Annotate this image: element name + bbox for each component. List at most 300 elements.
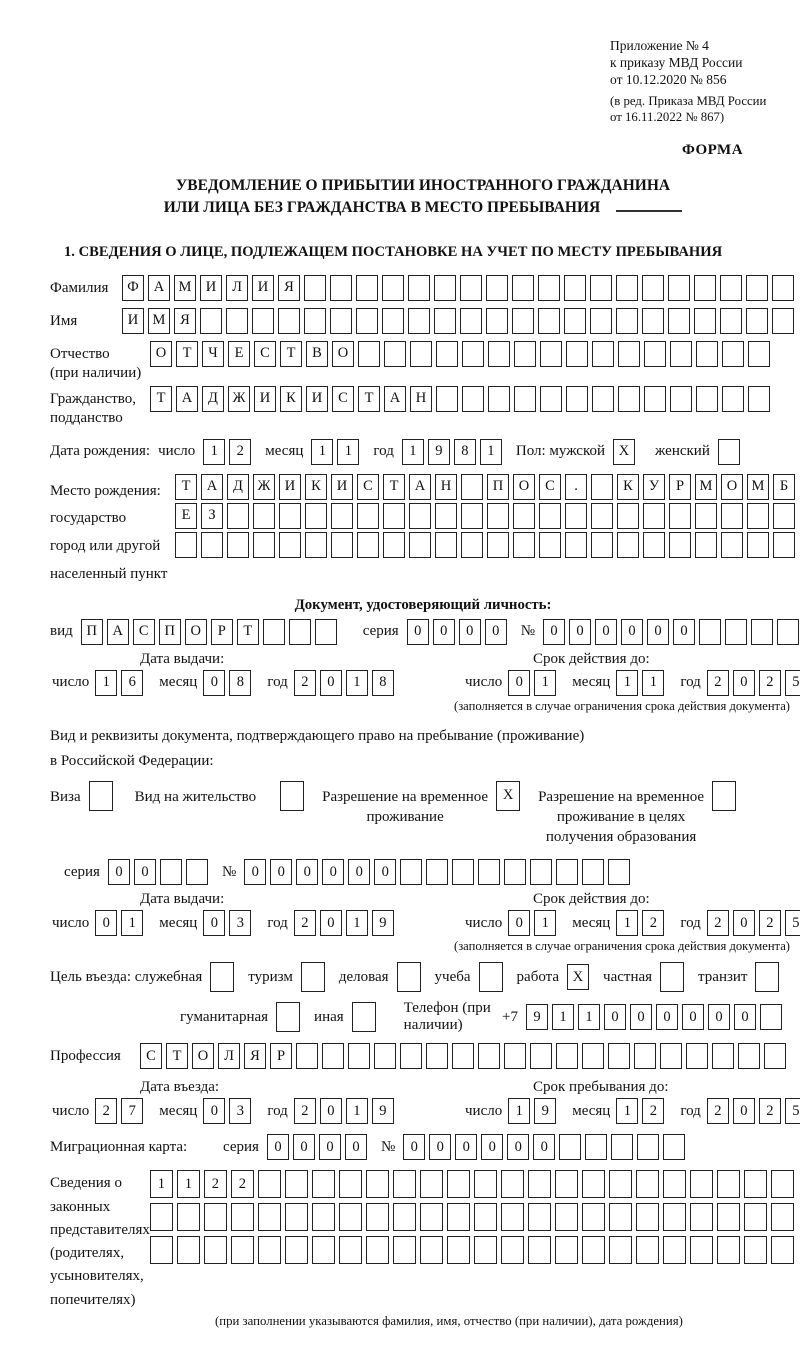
residence-number-cell[interactable] (452, 859, 474, 885)
representative-cell[interactable] (528, 1203, 551, 1231)
residence-issue-year-cell[interactable]: 9 (372, 910, 394, 936)
patronymic-cell[interactable] (566, 341, 588, 367)
birth-place-cell[interactable] (565, 532, 587, 558)
citizenship-cell[interactable]: Ж (228, 386, 250, 412)
patronymic-cell[interactable] (748, 341, 770, 367)
citizenship-cell[interactable]: А (176, 386, 198, 412)
phone-cell[interactable]: 9 (526, 1004, 548, 1030)
birth-day-cell[interactable]: 2 (229, 439, 251, 465)
birth-place-cell[interactable] (305, 532, 327, 558)
birth-place-cell[interactable] (539, 532, 561, 558)
birth-place-cell[interactable]: А (201, 474, 223, 500)
representative-cell[interactable] (474, 1236, 497, 1264)
patronymic-cell[interactable]: О (332, 341, 354, 367)
birth-place-cell[interactable] (409, 503, 431, 529)
birth-place-cell[interactable] (357, 532, 379, 558)
stay-day-cell[interactable]: 1 (508, 1098, 530, 1124)
representative-cell[interactable] (150, 1236, 173, 1264)
surname-cell[interactable] (382, 275, 404, 301)
patronymic-cell[interactable] (592, 341, 614, 367)
purpose-humanitarian-checkbox-cell[interactable] (276, 1002, 300, 1032)
doc-kind-cell[interactable]: О (185, 619, 207, 645)
representative-cell[interactable] (339, 1203, 362, 1231)
patronymic-cell[interactable] (670, 341, 692, 367)
doc-kind-cell[interactable]: Р (211, 619, 233, 645)
stay-day-cell[interactable]: 9 (534, 1098, 556, 1124)
doc-kind-cell[interactable]: С (133, 619, 155, 645)
birth-year-cell[interactable]: 8 (454, 439, 476, 465)
representative-cell[interactable] (420, 1203, 443, 1231)
doc-number-cell[interactable] (725, 619, 747, 645)
migration-series-cell[interactable]: 0 (267, 1134, 289, 1160)
representative-cell[interactable] (393, 1236, 416, 1264)
representative-cell[interactable] (528, 1236, 551, 1264)
representative-cell[interactable] (663, 1236, 686, 1264)
citizenship-cell[interactable]: А (384, 386, 406, 412)
patronymic-cell[interactable] (410, 341, 432, 367)
representative-cell[interactable] (636, 1203, 659, 1231)
representative-cell[interactable] (609, 1203, 632, 1231)
citizenship-cell[interactable]: И (306, 386, 328, 412)
representative-cell[interactable] (690, 1170, 713, 1198)
migration-number-cell[interactable] (637, 1134, 659, 1160)
birth-place-cell[interactable] (669, 532, 691, 558)
doc-number-cell[interactable]: 0 (595, 619, 617, 645)
valid-year-cell[interactable]: 0 (733, 670, 755, 696)
patronymic-cell[interactable]: Ч (202, 341, 224, 367)
phone-cell[interactable]: 0 (734, 1004, 756, 1030)
phone-cell[interactable]: 0 (656, 1004, 678, 1030)
issue-month-cell[interactable]: 0 (203, 670, 225, 696)
doc-kind-cell[interactable]: П (159, 619, 181, 645)
birth-place-cell[interactable] (617, 532, 639, 558)
representative-cell[interactable] (231, 1236, 254, 1264)
birth-place-cell[interactable] (331, 532, 353, 558)
representative-cell[interactable] (690, 1203, 713, 1231)
birth-place-cell[interactable] (721, 503, 743, 529)
representative-cell[interactable] (528, 1170, 551, 1198)
patronymic-cell[interactable] (462, 341, 484, 367)
profession-cell[interactable] (374, 1043, 396, 1069)
migration-series-cell[interactable]: 0 (319, 1134, 341, 1160)
birth-year-cell[interactable]: 1 (480, 439, 502, 465)
representative-cell[interactable] (258, 1236, 281, 1264)
birth-place-cell[interactable]: И (331, 474, 353, 500)
given-name-cell[interactable] (694, 308, 716, 334)
residence-issue-year-cell[interactable]: 1 (346, 910, 368, 936)
representative-cell[interactable] (420, 1170, 443, 1198)
given-name-cell[interactable] (746, 308, 768, 334)
surname-cell[interactable]: Я (278, 275, 300, 301)
migration-number-cell[interactable] (663, 1134, 685, 1160)
migration-number-cell[interactable] (585, 1134, 607, 1160)
purpose-other-checkbox-cell[interactable] (352, 1002, 376, 1032)
residence-valid-month-cell[interactable]: 2 (642, 910, 664, 936)
citizenship-cell[interactable] (696, 386, 718, 412)
birth-place-cell[interactable]: А (409, 474, 431, 500)
patronymic-cell[interactable]: С (254, 341, 276, 367)
residence-valid-year-cell[interactable]: 0 (733, 910, 755, 936)
birth-place-cell[interactable] (461, 474, 483, 500)
birth-month-cell[interactable]: 1 (311, 439, 333, 465)
given-name-cell[interactable] (720, 308, 742, 334)
surname-cell[interactable] (564, 275, 586, 301)
surname-cell[interactable] (746, 275, 768, 301)
residence-number-cell[interactable]: 0 (244, 859, 266, 885)
entry-month-cell[interactable]: 3 (229, 1098, 251, 1124)
purpose-transit-checkbox-cell[interactable] (755, 962, 779, 992)
profession-cell[interactable] (426, 1043, 448, 1069)
entry-month-cell[interactable]: 0 (203, 1098, 225, 1124)
representative-cell[interactable] (285, 1236, 308, 1264)
representative-cell[interactable] (420, 1236, 443, 1264)
representative-cell[interactable] (501, 1170, 524, 1198)
surname-cell[interactable] (694, 275, 716, 301)
citizenship-cell[interactable] (462, 386, 484, 412)
patronymic-cell[interactable] (696, 341, 718, 367)
residence-valid-year-cell[interactable]: 2 (759, 910, 781, 936)
representative-cell[interactable] (204, 1236, 227, 1264)
representative-cell[interactable] (501, 1236, 524, 1264)
birth-place-cell[interactable]: . (565, 474, 587, 500)
given-name-cell[interactable] (486, 308, 508, 334)
profession-cell[interactable] (504, 1043, 526, 1069)
phone-cell[interactable]: 0 (604, 1004, 626, 1030)
surname-cell[interactable] (434, 275, 456, 301)
doc-kind-cell[interactable] (289, 619, 311, 645)
representative-cell[interactable] (771, 1203, 794, 1231)
birth-place-cell[interactable]: С (357, 474, 379, 500)
profession-cell[interactable] (348, 1043, 370, 1069)
birth-place-cell[interactable] (487, 532, 509, 558)
birth-place-cell[interactable]: У (643, 474, 665, 500)
patronymic-cell[interactable]: О (150, 341, 172, 367)
residence-number-cell[interactable]: 0 (322, 859, 344, 885)
birth-place-cell[interactable] (773, 532, 795, 558)
representative-cell[interactable] (447, 1203, 470, 1231)
residence-number-cell[interactable] (582, 859, 604, 885)
representative-cell[interactable] (204, 1203, 227, 1231)
birth-place-cell[interactable] (513, 532, 535, 558)
residence-number-cell[interactable]: 0 (374, 859, 396, 885)
patronymic-cell[interactable] (644, 341, 666, 367)
birth-place-cell[interactable] (305, 503, 327, 529)
profession-cell[interactable]: Р (270, 1043, 292, 1069)
residence-number-cell[interactable] (426, 859, 448, 885)
representative-cell[interactable] (771, 1170, 794, 1198)
profession-cell[interactable]: С (140, 1043, 162, 1069)
birth-place-cell[interactable] (461, 532, 483, 558)
birth-place-cell[interactable] (721, 532, 743, 558)
citizenship-cell[interactable] (488, 386, 510, 412)
citizenship-cell[interactable] (748, 386, 770, 412)
migration-number-cell[interactable]: 0 (429, 1134, 451, 1160)
representative-cell[interactable] (771, 1236, 794, 1264)
patronymic-cell[interactable] (436, 341, 458, 367)
birth-place-cell[interactable]: П (487, 474, 509, 500)
stay-month-cell[interactable]: 2 (642, 1098, 664, 1124)
residence-valid-day-cell[interactable]: 0 (508, 910, 530, 936)
residence-issue-month-cell[interactable]: 3 (229, 910, 251, 936)
representative-cell[interactable] (609, 1236, 632, 1264)
citizenship-cell[interactable] (540, 386, 562, 412)
residence-number-cell[interactable] (400, 859, 422, 885)
doc-series-cell[interactable]: 0 (407, 619, 429, 645)
migration-number-cell[interactable]: 0 (507, 1134, 529, 1160)
migration-number-cell[interactable]: 0 (403, 1134, 425, 1160)
representative-cell[interactable] (285, 1203, 308, 1231)
surname-cell[interactable]: И (200, 275, 222, 301)
citizenship-cell[interactable]: С (332, 386, 354, 412)
valid-year-cell[interactable]: 5 (785, 670, 800, 696)
birth-month-cell[interactable]: 1 (337, 439, 359, 465)
representative-cell[interactable] (231, 1203, 254, 1231)
patronymic-cell[interactable] (540, 341, 562, 367)
given-name-cell[interactable] (252, 308, 274, 334)
profession-cell[interactable] (322, 1043, 344, 1069)
valid-month-cell[interactable]: 1 (642, 670, 664, 696)
birth-place-cell[interactable] (487, 503, 509, 529)
surname-cell[interactable] (512, 275, 534, 301)
doc-number-cell[interactable] (777, 619, 799, 645)
migration-number-cell[interactable] (559, 1134, 581, 1160)
phone-cell[interactable]: 0 (682, 1004, 704, 1030)
surname-cell[interactable] (330, 275, 352, 301)
representative-cell[interactable] (501, 1203, 524, 1231)
patronymic-cell[interactable]: Е (228, 341, 250, 367)
surname-cell[interactable] (356, 275, 378, 301)
representative-cell[interactable] (609, 1170, 632, 1198)
citizenship-cell[interactable] (722, 386, 744, 412)
stay-year-cell[interactable]: 2 (707, 1098, 729, 1124)
sex-female-checkbox-cell[interactable] (718, 439, 740, 465)
patronymic-cell[interactable] (358, 341, 380, 367)
profession-cell[interactable] (660, 1043, 682, 1069)
birth-place-cell[interactable]: С (539, 474, 561, 500)
representative-cell[interactable] (636, 1170, 659, 1198)
issue-year-cell[interactable]: 8 (372, 670, 394, 696)
birth-place-cell[interactable] (331, 503, 353, 529)
profession-cell[interactable] (530, 1043, 552, 1069)
surname-cell[interactable]: М (174, 275, 196, 301)
doc-number-cell[interactable]: 0 (569, 619, 591, 645)
profession-cell[interactable] (582, 1043, 604, 1069)
birth-place-cell[interactable] (591, 532, 613, 558)
residence-series-cell[interactable]: 0 (134, 859, 156, 885)
birth-place-cell[interactable] (383, 532, 405, 558)
given-name-cell[interactable] (668, 308, 690, 334)
issue-day-cell[interactable]: 1 (95, 670, 117, 696)
entry-day-cell[interactable]: 2 (95, 1098, 117, 1124)
representative-cell[interactable] (258, 1170, 281, 1198)
doc-series-cell[interactable]: 0 (485, 619, 507, 645)
surname-cell[interactable]: А (148, 275, 170, 301)
birth-place-cell[interactable] (747, 503, 769, 529)
migration-number-cell[interactable] (611, 1134, 633, 1160)
issue-year-cell[interactable]: 0 (320, 670, 342, 696)
residence-issue-month-cell[interactable]: 0 (203, 910, 225, 936)
representative-cell[interactable] (177, 1203, 200, 1231)
birth-place-cell[interactable] (383, 503, 405, 529)
birth-place-cell[interactable]: И (279, 474, 301, 500)
representative-cell[interactable] (447, 1236, 470, 1264)
residence-permit-checkbox-cell[interactable] (280, 781, 304, 811)
birth-place-cell[interactable]: Р (669, 474, 691, 500)
representative-cell[interactable] (447, 1170, 470, 1198)
issue-month-cell[interactable]: 8 (229, 670, 251, 696)
profession-cell[interactable] (478, 1043, 500, 1069)
profession-cell[interactable]: Л (218, 1043, 240, 1069)
representative-cell[interactable]: 1 (150, 1170, 173, 1198)
profession-cell[interactable] (452, 1043, 474, 1069)
doc-number-cell[interactable]: 0 (543, 619, 565, 645)
surname-cell[interactable] (772, 275, 794, 301)
representative-cell[interactable] (582, 1236, 605, 1264)
representative-cell[interactable] (177, 1236, 200, 1264)
citizenship-cell[interactable]: Т (150, 386, 172, 412)
birth-place-cell[interactable] (409, 532, 431, 558)
birth-place-cell[interactable] (227, 532, 249, 558)
purpose-study-checkbox-cell[interactable] (479, 962, 503, 992)
representative-cell[interactable] (285, 1170, 308, 1198)
citizenship-cell[interactable] (566, 386, 588, 412)
birth-place-cell[interactable]: З (201, 503, 223, 529)
birth-place-cell[interactable]: К (617, 474, 639, 500)
valid-month-cell[interactable]: 1 (616, 670, 638, 696)
representative-cell[interactable] (555, 1203, 578, 1231)
doc-number-cell[interactable]: 0 (673, 619, 695, 645)
purpose-official-checkbox-cell[interactable] (210, 962, 234, 992)
representative-cell[interactable] (555, 1170, 578, 1198)
patronymic-cell[interactable] (384, 341, 406, 367)
representative-cell[interactable] (366, 1236, 389, 1264)
residence-valid-day-cell[interactable]: 1 (534, 910, 556, 936)
valid-year-cell[interactable]: 2 (707, 670, 729, 696)
profession-cell[interactable] (608, 1043, 630, 1069)
sex-male-checkbox-cell[interactable]: X (613, 439, 635, 465)
migration-number-cell[interactable]: 0 (481, 1134, 503, 1160)
residence-number-cell[interactable]: 0 (348, 859, 370, 885)
doc-number-cell[interactable]: 0 (621, 619, 643, 645)
birth-place-cell[interactable] (617, 503, 639, 529)
profession-cell[interactable] (712, 1043, 734, 1069)
birth-place-cell[interactable]: К (305, 474, 327, 500)
doc-kind-cell[interactable]: П (81, 619, 103, 645)
stay-month-cell[interactable]: 1 (616, 1098, 638, 1124)
birth-place-cell[interactable] (253, 503, 275, 529)
birth-place-cell[interactable] (565, 503, 587, 529)
representative-cell[interactable] (555, 1236, 578, 1264)
profession-cell[interactable] (400, 1043, 422, 1069)
citizenship-cell[interactable] (670, 386, 692, 412)
birth-day-cell[interactable]: 1 (203, 439, 225, 465)
residence-number-cell[interactable] (504, 859, 526, 885)
residence-number-cell[interactable] (530, 859, 552, 885)
citizenship-cell[interactable] (644, 386, 666, 412)
citizenship-cell[interactable] (592, 386, 614, 412)
surname-cell[interactable] (616, 275, 638, 301)
purpose-tourism-checkbox-cell[interactable] (301, 962, 325, 992)
representative-cell[interactable] (582, 1203, 605, 1231)
given-name-cell[interactable] (538, 308, 560, 334)
representative-cell[interactable] (312, 1236, 335, 1264)
birth-place-cell[interactable] (591, 503, 613, 529)
issue-day-cell[interactable]: 6 (121, 670, 143, 696)
residence-series-cell[interactable] (186, 859, 208, 885)
entry-year-cell[interactable]: 2 (294, 1098, 316, 1124)
patronymic-cell[interactable]: Т (176, 341, 198, 367)
patronymic-cell[interactable] (618, 341, 640, 367)
representative-cell[interactable] (312, 1203, 335, 1231)
valid-day-cell[interactable]: 1 (534, 670, 556, 696)
representative-cell[interactable] (717, 1170, 740, 1198)
entry-year-cell[interactable]: 9 (372, 1098, 394, 1124)
surname-cell[interactable]: Л (226, 275, 248, 301)
representative-cell[interactable] (366, 1203, 389, 1231)
birth-place-cell[interactable] (175, 532, 197, 558)
profession-cell[interactable] (764, 1043, 786, 1069)
representative-cell[interactable] (717, 1203, 740, 1231)
birth-place-cell[interactable] (435, 503, 457, 529)
stay-year-cell[interactable]: 0 (733, 1098, 755, 1124)
residence-valid-year-cell[interactable]: 2 (707, 910, 729, 936)
surname-cell[interactable] (668, 275, 690, 301)
birth-place-cell[interactable] (747, 532, 769, 558)
issue-year-cell[interactable]: 2 (294, 670, 316, 696)
given-name-cell[interactable] (590, 308, 612, 334)
representative-cell[interactable] (636, 1236, 659, 1264)
given-name-cell[interactable] (564, 308, 586, 334)
migration-series-cell[interactable]: 0 (293, 1134, 315, 1160)
given-name-cell[interactable] (330, 308, 352, 334)
representative-cell[interactable]: 1 (177, 1170, 200, 1198)
issue-year-cell[interactable]: 1 (346, 670, 368, 696)
citizenship-cell[interactable]: Д (202, 386, 224, 412)
migration-number-cell[interactable]: 0 (455, 1134, 477, 1160)
birth-place-cell[interactable]: Т (383, 474, 405, 500)
residence-number-cell[interactable] (608, 859, 630, 885)
representative-cell[interactable] (744, 1170, 767, 1198)
given-name-cell[interactable] (278, 308, 300, 334)
surname-cell[interactable] (460, 275, 482, 301)
purpose-private-checkbox-cell[interactable] (660, 962, 684, 992)
birth-place-cell[interactable] (643, 532, 665, 558)
given-name-cell[interactable] (642, 308, 664, 334)
patronymic-cell[interactable] (722, 341, 744, 367)
citizenship-cell[interactable] (436, 386, 458, 412)
birth-year-cell[interactable]: 1 (402, 439, 424, 465)
representative-cell[interactable]: 2 (204, 1170, 227, 1198)
purpose-work-checkbox-cell[interactable]: X (567, 964, 589, 990)
birth-place-cell[interactable] (253, 532, 275, 558)
surname-cell[interactable] (720, 275, 742, 301)
birth-place-cell[interactable] (201, 532, 223, 558)
birth-place-cell[interactable]: Т (175, 474, 197, 500)
doc-number-cell[interactable]: 0 (647, 619, 669, 645)
given-name-cell[interactable] (512, 308, 534, 334)
phone-cell[interactable]: 0 (630, 1004, 652, 1030)
surname-cell[interactable] (486, 275, 508, 301)
birth-place-cell[interactable] (591, 474, 613, 500)
doc-kind-cell[interactable]: А (107, 619, 129, 645)
representative-cell[interactable] (150, 1203, 173, 1231)
birth-place-cell[interactable] (227, 503, 249, 529)
representative-cell[interactable] (663, 1170, 686, 1198)
birth-place-cell[interactable]: О (513, 474, 535, 500)
given-name-cell[interactable]: Я (174, 308, 196, 334)
entry-year-cell[interactable]: 0 (320, 1098, 342, 1124)
representative-cell[interactable] (366, 1170, 389, 1198)
